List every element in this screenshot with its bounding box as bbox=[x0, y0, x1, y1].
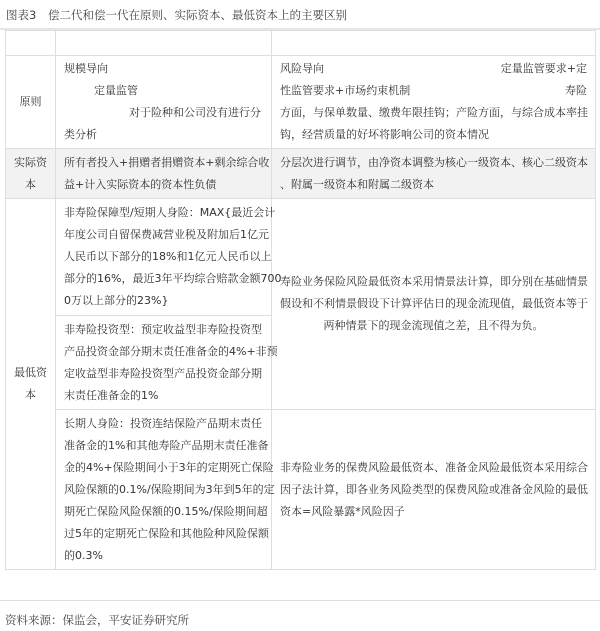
text-line: 部分的16%，最近3年平均综合赔款金额700 bbox=[64, 272, 282, 285]
text-line: 两种情景下的现金流现值之差，且不得为负。 bbox=[323, 319, 544, 332]
text-line: 分层次进行调节，由净资本调整为核心一级资本、核心二级资本 bbox=[280, 155, 588, 169]
text-line: 定量监管 bbox=[94, 84, 138, 97]
header-cell bbox=[6, 31, 56, 56]
text-line: 益+计入实际资本的资本性负债 bbox=[64, 177, 217, 191]
text-line: 非寿险投资型：预定收益型非寿险投资型 bbox=[64, 322, 262, 336]
text-line: 过5年的定期死亡保险和其他险种风险保额 bbox=[64, 526, 269, 540]
cell-min-capital-nonlife-investment bbox=[56, 316, 278, 410]
text-line: 钩，经营质量的好坏将影响公司的资本情况 bbox=[280, 128, 489, 141]
table-row-principle bbox=[6, 56, 596, 149]
text-line: 实际资 bbox=[14, 155, 47, 169]
row-label-minimum-capital bbox=[6, 199, 56, 570]
text-line: 0万以上部分的23%} bbox=[64, 294, 169, 307]
text-line: 末责任准备金的1% bbox=[64, 388, 159, 402]
text-fragment: 定量监管要求+定 bbox=[500, 62, 587, 75]
cell-principle-new bbox=[272, 56, 596, 149]
text-line: 本 bbox=[25, 388, 36, 401]
text-line-pair bbox=[280, 80, 587, 102]
text-line: 准备金的1%和其他寿险产品期末责任准备 bbox=[64, 438, 269, 452]
text-line: 产品投资金部分期末责任准备金的4%+非预 bbox=[64, 344, 278, 358]
figure-label: 图表3 bbox=[6, 8, 37, 22]
text-line: 风险保额的0.1%/保险期间为3年到5年的定 bbox=[64, 482, 275, 496]
cell-min-capital-life-new bbox=[272, 199, 596, 410]
row-label-principle: 原则 bbox=[6, 56, 56, 149]
text-line: 长期人身险：投资连结保险产品期末责任 bbox=[64, 416, 262, 430]
text-line: 寿险业务保险风险最低资本采用情景法计算，即分别在基础情景 bbox=[280, 275, 588, 288]
cell-min-capital-longterm-life bbox=[56, 410, 275, 570]
comparison-table bbox=[5, 30, 596, 570]
text-line: 、附属一级资本和附属二级资本 bbox=[280, 177, 434, 191]
row-label-actual-capital bbox=[6, 149, 56, 199]
text-line: 资本=风险暴露*风险因子 bbox=[280, 504, 405, 518]
cell-actual-capital-old bbox=[56, 149, 272, 199]
text-line: 期死亡保险风险保额的0.15%/保险期间超 bbox=[64, 504, 268, 518]
text-line: 本 bbox=[25, 177, 36, 191]
text-fragment: 性监管要求+市场约束机制 bbox=[280, 84, 411, 97]
header-cell bbox=[272, 31, 596, 56]
text-line: 对于险种和公司没有进行分 bbox=[129, 106, 261, 119]
text-line: 非寿险保障型/短期人身险：MAX{最近会计 bbox=[64, 206, 276, 219]
cell-actual-capital-new bbox=[272, 149, 596, 199]
header-cell bbox=[56, 31, 272, 56]
text-line: 所有者投入+捐赠者捐赠资本+剩余综合收 bbox=[64, 155, 270, 169]
text-line: 人民币以下部分的18%和1亿元人民币以上 bbox=[64, 250, 272, 263]
source-note: 资料来源：保监会，平安证券研究所 bbox=[5, 613, 189, 627]
cell-principle-old bbox=[56, 56, 272, 149]
figure-title: 偿二代和偿一代在原则、实际资本、最低资本上的主要区别 bbox=[48, 8, 347, 22]
text-line: 假设和不利情景假设下计算评估日的现金流现值，最低资本等于 bbox=[280, 297, 588, 310]
text-line-pair bbox=[280, 58, 587, 80]
table-header-row bbox=[6, 31, 596, 56]
text-fragment: 风险导向 bbox=[280, 62, 324, 75]
table-row-minimum-capital-1 bbox=[6, 199, 596, 316]
divider bbox=[0, 600, 600, 601]
text-line: 类分析 bbox=[64, 128, 97, 141]
table-row-actual-capital bbox=[6, 149, 596, 199]
text-line: 规模导向 bbox=[64, 62, 108, 75]
cell-min-capital-nonlife-protection bbox=[56, 199, 282, 316]
text-line: 最低资 bbox=[14, 366, 47, 379]
figure-title-bar bbox=[0, 0, 600, 30]
table-row-minimum-capital-3 bbox=[6, 410, 596, 570]
text-line: 非寿险业务的保费风险最低资本、准备金风险最低资本采用综合 bbox=[280, 460, 588, 474]
text-line: 因子法计算，即各业务风险类型的保费风险或准备金风险的最低 bbox=[280, 482, 588, 496]
text-line: 的0.3% bbox=[64, 548, 103, 562]
text-line: 年度公司自留保费减营业税及附加后1亿元 bbox=[64, 228, 269, 241]
text-line: 方面，与保单数量、缴费年限挂钩；产险方面，与综合成本率挂 bbox=[280, 106, 588, 119]
cell-min-capital-nonlife-new bbox=[272, 410, 596, 570]
text-fragment: 寿险 bbox=[565, 84, 587, 97]
text-line: 定收益型非寿险投资型产品投资金部分期 bbox=[64, 366, 262, 380]
text-line: 金的4%+保险期间小于3年的定期死亡保险 bbox=[64, 460, 274, 474]
